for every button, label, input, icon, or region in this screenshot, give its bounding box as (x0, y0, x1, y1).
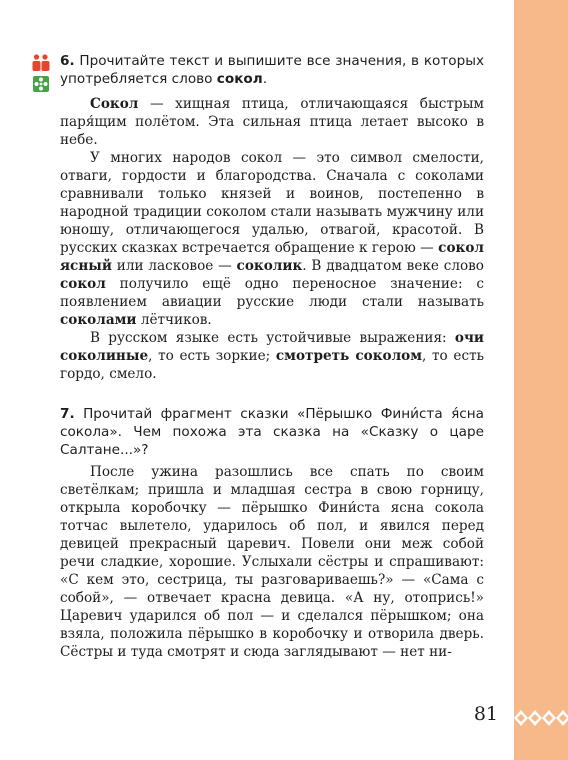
task-7-instruction (60, 405, 484, 459)
task-7-instruction-text: Прочитай фрагмент сказки «Пёрышко Фини́ста я́сна сокола». Чем похожа эта сказка на «Сказку о царе Салтане...»? (60, 406, 484, 458)
page-side-band (514, 0, 568, 760)
task-7-number: 7. (60, 406, 75, 422)
task-6-instruction-end: . (262, 71, 268, 87)
puzzle-icon (33, 76, 49, 92)
page-corner-ornament (514, 708, 568, 728)
text-run: получило ещё одно переносное значение: с появлением авиации русские люди стали называть (60, 276, 484, 310)
text-run: — хищная птица, отличающаяся быстрым паря́щим полётом. Эта сильная птица летает высоко в небе. (60, 96, 484, 148)
text-run: . В двадцатом веке слово (302, 258, 484, 274)
text-run: , то есть зоркие; (148, 348, 276, 364)
text-run: или ласковое — (111, 258, 237, 274)
bold-term: сокол ясный (60, 240, 484, 274)
task-6-instruction (60, 52, 484, 88)
task-6-instruction-text: Прочитайте текст и выпишите все значения, в которых употребляется слово (60, 53, 484, 87)
text-run: В русском языке есть устойчивые выражения: (90, 330, 455, 346)
task-7-text (60, 463, 484, 661)
task-6-number: 6. (60, 53, 75, 69)
page-number: 81 (473, 703, 498, 725)
task-7-paragraph: После ужина разошлись все спать по своим светёлкам; пришла и младшая сестра в свою горницу, открыла коробочку — пёрышко Фини́ста ясна сокола тотчас вылетело, ударилось об пол, и явился перед девицей прекрасный царевич. Повели они меж собой речи сладкие, хорошие. Услыхали сёстры и спрашивают: «С кем это, сестрица, ты разговариваешь?» — «Сама с собой», — отвечает красна девица. «А ну, отопрись!» Царевич ударился об пол — и сделался пёрышком; она взяла, положила пёрышко в коробочку и отворила дверь. Сёстры и туда смотрят и сюда заглядывают — нет ни- (60, 464, 484, 660)
bold-term: соколик (236, 258, 303, 274)
bold-term: смотреть соколом (275, 348, 423, 364)
text-run: У многих народов сокол — это символ смелости, отваги, гордости и благородства. Сначала с соколами сравнивали только князей и воинов, постепенно в народной традиции соколом стали называть мужчину или юношу, отличающегося удалью, отвагой, красотой. В русских сказках встречается обращение к герою — (60, 150, 484, 256)
pair-work-people-icon (32, 54, 50, 72)
task-6-key-word: сокол (216, 71, 263, 87)
bold-term: Сокол (90, 96, 139, 112)
text-run: лётчиков. (136, 312, 212, 328)
task-6-paragraph (60, 149, 484, 329)
bold-term: очи соколиные (60, 330, 484, 364)
task-6-paragraph (60, 95, 484, 149)
bold-term: сокол (60, 276, 106, 292)
text-run: , то есть гордо, смело. (60, 348, 484, 382)
task-6-paragraph (60, 329, 484, 383)
task-6-text (60, 95, 484, 383)
bold-term: соколами (60, 312, 137, 328)
